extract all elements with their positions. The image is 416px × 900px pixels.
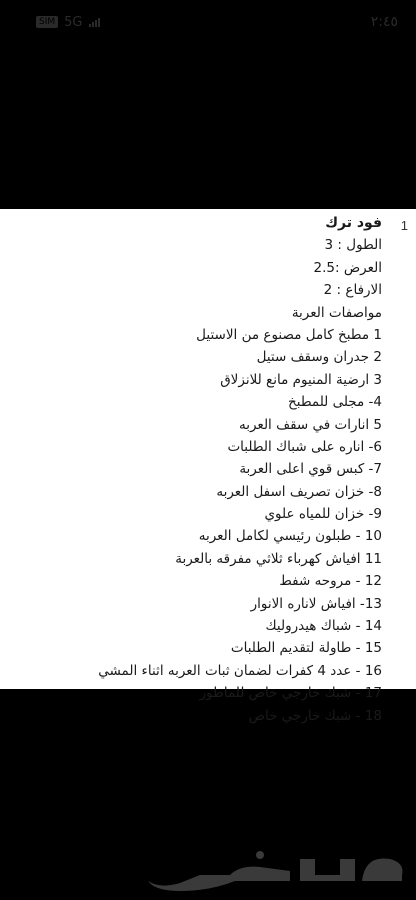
spec-line: 17 - شبك خارجي خاص للماطور — [199, 685, 382, 702]
spec-line: 13- افياش لاناره الانوار — [250, 595, 382, 612]
spec-line: الطول : 3 — [324, 237, 382, 254]
spec-line: 15 - طاولة لتقديم الطلبات — [230, 640, 382, 657]
listing-title: فود ترك — [325, 215, 382, 231]
haraj-logo-icon — [140, 845, 410, 895]
spec-line: 12 - مروحه شفط — [279, 573, 382, 590]
status-indicators — [36, 15, 100, 30]
spec-line: 18 - شبك خارجي خاص — [248, 707, 382, 724]
spec-line: 10 - طبلون رئيسي لكامل العربه — [198, 528, 382, 545]
spec-line: 16 - عدد 4 كفرات لضمان ثبات العربه اثناء المشي — [98, 662, 382, 679]
signal-icon — [89, 17, 100, 27]
spec-line: 7- كبس قوي اعلى العربة — [239, 461, 382, 478]
status-bar — [0, 0, 416, 44]
spec-line: 2 جدران وسقف ستيل — [256, 349, 382, 366]
listing-description — [22, 212, 382, 727]
spec-line: العرض :2.5 — [313, 259, 382, 276]
spec-line: 14 - شباك هيدروليك — [265, 618, 382, 635]
row-number: 1 — [400, 218, 408, 233]
spec-line: 9- خزان للمياه علوي — [264, 506, 382, 523]
haraj-watermark-logo — [140, 845, 410, 895]
spec-line: 11 افياش كهرباء ثلاثي مفرقه بالعربة — [175, 550, 382, 567]
spec-line: 8- خزان تصريف اسفل العربه — [216, 483, 382, 500]
clock: ٢:٤٥ — [370, 14, 398, 30]
spec-heading: مواصفات العربة — [291, 304, 382, 321]
listing-card — [0, 209, 416, 724]
network-label: 5G — [64, 14, 83, 30]
spec-line: 5 انارات في سقف العربه — [238, 416, 382, 433]
spec-line: 3 ارضية المنيوم مانع للانزلاق — [220, 371, 382, 388]
sim-icon: SIM — [36, 16, 58, 28]
spec-line: الارفاع : 2 — [323, 282, 382, 299]
spec-line: 4- مجلى للمطبخ — [288, 394, 382, 411]
spec-line: 1 مطبخ كامل مصنوع من الاستيل — [196, 326, 382, 343]
spec-line: 6- اناره على شباك الطلبات — [227, 438, 382, 455]
